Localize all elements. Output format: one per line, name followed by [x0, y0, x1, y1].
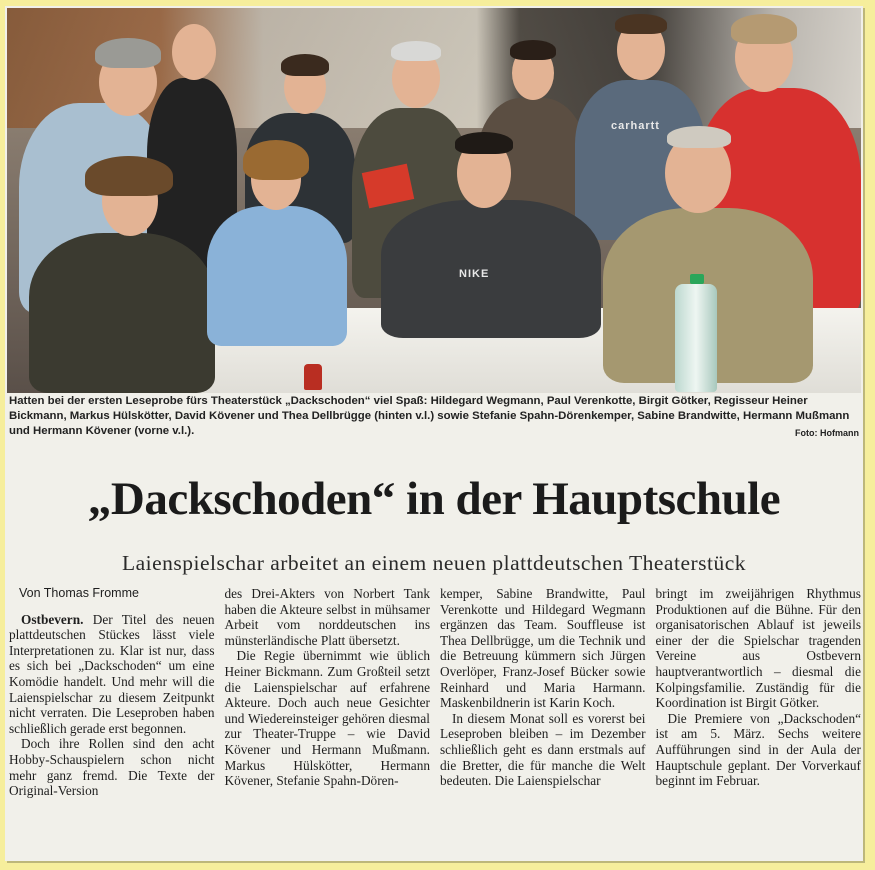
person-front-2: [207, 206, 347, 346]
person-front-3-hair: [455, 132, 513, 154]
bottle-cap: [690, 274, 704, 284]
person-front-3: [381, 200, 601, 338]
person-back-4-hair: [391, 41, 441, 61]
paragraph: kemper, Sabine Brandwitte, Paul Verenkotte und Hildegard Wegmann ergänzen das Team. Souffleuse ist Thea Dellbrügge, um die Technik und die Betreuung kümmern sich Jürgen Overlöper, Franz-Josef Bücker sowie Reinhard und Maria Harmann. Maskenbildnerin ist Karin Koch.: [440, 586, 646, 711]
paragraph: des Drei-Akters von Norbert Tank haben die Akteure selbst in mühsamer Arbeit vom norddeutschen ins münsterländische Platt übersetzt.: [224, 586, 430, 648]
person-front-2-hair: [243, 140, 309, 180]
photo-credit: Foto: Hofmann: [795, 428, 859, 438]
person-back-2-head: [172, 24, 216, 80]
photo-caption: [5, 394, 863, 441]
shirt-logo-carhartt: carhartt: [611, 120, 660, 132]
newspaper-clipping: [5, 6, 863, 861]
shirt-logo-nike: NIKE: [459, 268, 490, 280]
article-column-4: [656, 586, 862, 856]
paragraph-text: Der Titel des neuen plattdeutschen Stückes lässt viele Interpretationen zu. Klar ist nur, dass es sich bei „Dackschoden“ um eine Komödie handelt. Und mehr will die Laienspielschar zu diesem Zeitpunkt nicht verraten. Die Leseproben haben schließlich gerade erst begonnen.: [9, 611, 215, 736]
article-column-2: [225, 586, 431, 856]
caption-text: Hatten bei der ersten Leseprobe fürs Theaterstück „Dackschoden“ viel Spaß: Hildegard Wegmann, Paul Verenkotte, Birgit Götker, Regisseur Heiner Bickmann, Markus Hülskötter, David Kövener und Thea Dellbrügge (hinten v.l.) sowie Stefanie Spahn-Dörenkemper, Sabine Brandwitte, Hermann Mußmann und Hermann Kövener (vorne v.l.).: [9, 395, 850, 437]
subheadline: Laienspielschar arbeitet an einem neuen plattdeutschen Theaterstück: [121, 551, 747, 575]
paragraph: Doch ihre Rollen sind den acht Hobby-Schauspielern schon nicht mehr ganz fremd. Die Texte der Original-Version: [9, 736, 215, 799]
person-back-5-hair: [510, 40, 556, 60]
group-photo: [7, 8, 861, 393]
paragraph: In diesem Monat soll es vorerst bei Leseproben bleiben – im Dezember schließlich geht es dann erstmals auf die Bretter, die für manche die Welt bedeuten. Die Laienspielschar: [440, 710, 646, 789]
article-column-3: [440, 586, 646, 856]
person-back-7-hair: [731, 14, 797, 44]
paragraph: Die Premiere von „Dackschoden“ ist am 5. März. Sechs weitere Aufführungen sind in der Aula der Hauptschule geplant. Der Vorverkauf beginnt im Februar.: [655, 710, 861, 789]
article-column-1: [9, 586, 215, 856]
dateline: Ostbevern.: [21, 611, 84, 627]
article-body: [9, 586, 861, 856]
red-cup: [304, 364, 322, 390]
person-front-1-hair: [85, 156, 173, 196]
person-back-3-hair: [281, 54, 329, 76]
water-bottle: [675, 284, 717, 392]
paragraph: Die Regie übernimmt wie üblich Heiner Bickmann. Zum Großteil setzt die Laienspielschar auf erfahrene Akteure. Doch auch neue Gesichter und Wiedereinsteiger gehören diesmal zur Theater-Truppe – wie David Kövener und Hermann Mußmann. Markus Hülskötter, Hermann Kövener, Stefanie Spahn-Dören-: [224, 648, 430, 789]
paragraph: [9, 612, 215, 737]
person-front-4-hair: [667, 126, 731, 148]
person-front-1: [29, 233, 215, 393]
author-byline: Von Thomas Fromme: [19, 586, 139, 600]
person-back-6-hair: [615, 14, 667, 34]
paragraph: bringt im zweijährigen Rhythmus Produktionen auf die Bühne. Für den organisatorischen Ablauf ist jeweils einer der die Spielschar tragenden Vereine aus Ostbevern hauptverantwortlich – diesmal die Kolpingsfamilie. Zuständig für die Koordination ist Birgit Götker.: [655, 586, 861, 711]
headline: „Dackschoden“ in der Hauptschule: [87, 473, 781, 525]
person-back-1-hair: [95, 38, 161, 68]
